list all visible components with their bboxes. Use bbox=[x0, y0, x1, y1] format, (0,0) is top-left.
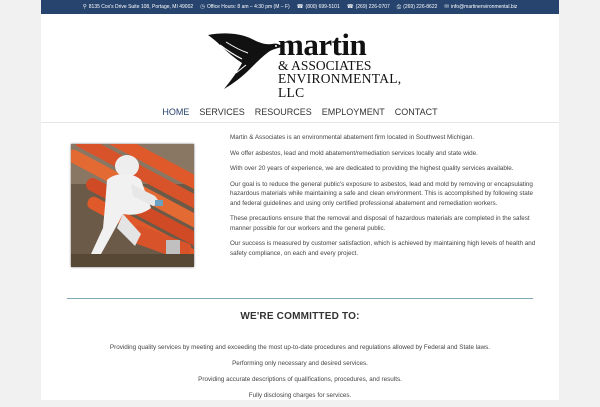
nav-home[interactable]: HOME bbox=[162, 107, 190, 117]
logo-associates: & ASSOCIATES bbox=[278, 58, 372, 73]
nav-resources[interactable]: RESOURCES bbox=[254, 107, 312, 117]
section-divider bbox=[67, 298, 533, 299]
commitment-item: Providing accurate descriptions of qualifications, procedures, and results. bbox=[198, 376, 402, 383]
bird-logo-icon bbox=[206, 29, 286, 91]
phone2-text[interactable]: (269) 226-0707 bbox=[355, 4, 390, 10]
experience-paragraph: With over 20 years of experience, we are dedicated to providing the highest quality services available. bbox=[230, 165, 514, 173]
goal-paragraph: Our goal is to reduce the general public's exposure to asbestos, lead and mold by removing or encapsulating hazardous materials while maintaining a safe and clean environment. This is accomplished by following state and federal guidelines and using only certified professional abatement and remediation workers. bbox=[230, 181, 533, 207]
precautions-paragraph: These precautions ensure that the removal and disposal of hazardous materials are completed in the safest manner possible for our workers and the general public. bbox=[230, 215, 530, 232]
success-paragraph: Our success is measured by customer satisfaction, which is achieved by maintaining high levels of health and safety compliance, on each and every project. bbox=[230, 240, 536, 257]
nav-services[interactable]: SERVICES bbox=[199, 107, 245, 117]
email-link[interactable]: info@martinenvironmental.biz bbox=[451, 4, 518, 10]
phone1-text[interactable]: (800) 699-5101 bbox=[305, 4, 340, 10]
commitments-list bbox=[41, 343, 559, 407]
nav-divider bbox=[41, 122, 559, 123]
committed-heading: WE'RE COMMITTED TO: bbox=[240, 311, 360, 322]
abatement-worker-photo bbox=[71, 144, 194, 267]
logo-name: martin bbox=[278, 27, 367, 62]
phone1-item[interactable] bbox=[297, 4, 340, 10]
page-container bbox=[41, 14, 559, 400]
nav-contact[interactable]: CONTACT bbox=[394, 107, 438, 117]
address-item bbox=[83, 4, 193, 10]
services-paragraph: We offer asbestos, lead and mold abatement/remediation services locally and state wide. bbox=[230, 149, 478, 157]
nav-employment[interactable]: EMPLOYMENT bbox=[321, 107, 385, 117]
map-pin-icon: ⚲ bbox=[82, 4, 87, 10]
phone-icon: ☎ bbox=[346, 4, 354, 10]
top-info-bar bbox=[41, 0, 559, 14]
intro-paragraph: Martin & Associates is an environmental abatement firm located in Southwest Michigan. bbox=[230, 134, 474, 141]
commitment-item: Fully disclosing charges for services. bbox=[248, 392, 352, 399]
address-text: 8135 Cox's Drive Suite 108, Portage, MI 49002 bbox=[88, 4, 194, 10]
fax-icon: ⎙ bbox=[396, 3, 402, 10]
main-nav bbox=[41, 104, 559, 120]
clock-icon: ◷ bbox=[200, 4, 205, 10]
commitment-item: Providing quality services by meeting and exceeding the most up-to-date procedures and regulations allowed by Federal and State laws. bbox=[109, 344, 491, 351]
phone2-item[interactable] bbox=[347, 4, 390, 10]
intro-content bbox=[230, 133, 536, 264]
commitment-item: Performing only necessary and desired services. bbox=[232, 360, 368, 367]
logo-environmental: ENVIRONMENTAL, LLC bbox=[278, 71, 402, 100]
fax-item bbox=[397, 4, 438, 11]
company-logo[interactable] bbox=[206, 27, 402, 100]
fax-text: (269) 226-8622 bbox=[403, 4, 438, 10]
email-item[interactable] bbox=[444, 4, 517, 10]
phone-icon: ☎ bbox=[296, 4, 304, 10]
hours-text: Office Hours: 8 am – 4:30 pm (M – F) bbox=[206, 4, 290, 10]
hours-item bbox=[200, 4, 290, 10]
envelope-icon: ✉ bbox=[444, 4, 450, 10]
